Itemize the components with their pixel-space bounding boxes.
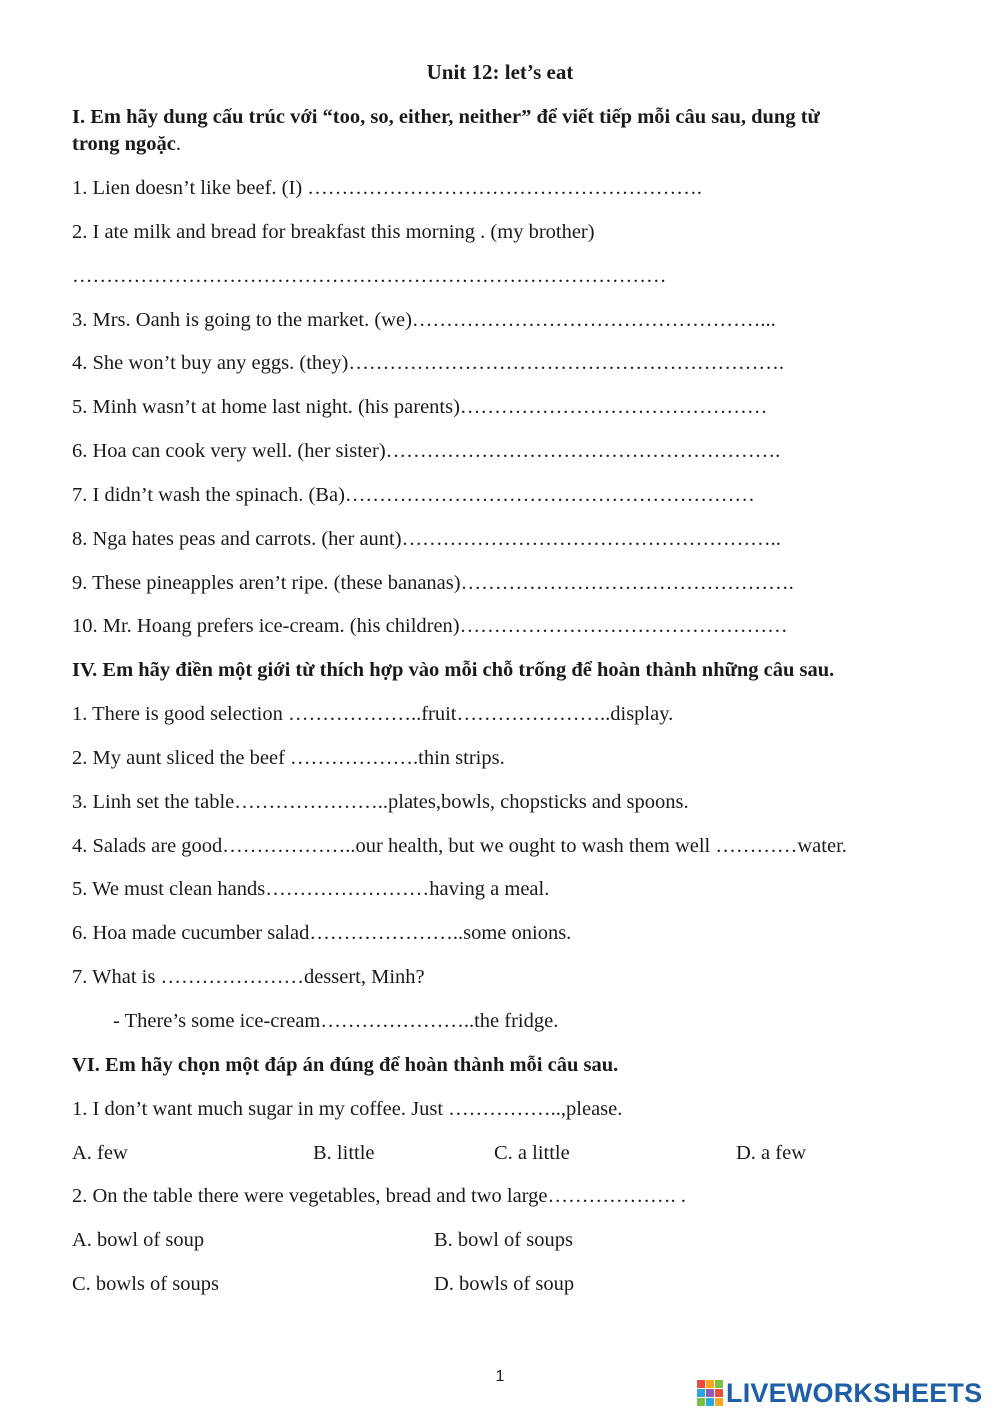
exercise-1-item-7[interactable]: 7. I didn’t wash the spinach. (Ba)…………………………………………………… (72, 484, 755, 506)
section-6-heading: VI. Em hãy chọn một đáp án đúng để hoàn thành mỗi câu sau. (72, 1054, 619, 1076)
exercise-1-item-9[interactable]: 9. These pineapples aren’t ripe. (these bananas)…………………………………………. (72, 572, 794, 594)
q2-option-a[interactable]: A. bowl of soup (72, 1229, 205, 1251)
section-1-heading-dot: . (175, 133, 181, 155)
exercise-4-item-5[interactable]: 5. We must clean hands……………………having a meal. (72, 878, 550, 900)
section-4-heading: IV. Em hãy điền một giới từ thích hợp vào mỗi chỗ trống để hoàn thành những câu sau. (72, 659, 835, 681)
exercise-6-question-2[interactable]: 2. On the table there were vegetables, bread and two large………………. . (72, 1185, 686, 1207)
exercise-4-item-2[interactable]: 2. My aunt sliced the beef ……………….thin strips. (72, 747, 505, 769)
page-number: 1 (495, 1368, 505, 1385)
exercise-1-item-2-answer-line[interactable]: …………………………………………………………………………… (72, 265, 667, 287)
worksheet-title: Unit 12: let’s eat (426, 60, 574, 84)
exercise-1-item-2: 2. I ate milk and bread for breakfast this morning . (my brother) (72, 221, 595, 243)
exercise-4-item-1[interactable]: 1. There is good selection ………………..fruit…………………..display. (72, 703, 674, 725)
q1-option-d[interactable]: D. a few (736, 1142, 807, 1164)
exercise-4-item-7-reply[interactable]: - There’s some ice-cream…………………..the fridge. (113, 1010, 559, 1032)
liveworksheets-logo-icon (697, 1380, 723, 1406)
exercise-1-item-3[interactable]: 3. Mrs. Oanh is going to the market. (we)……………………………………………... (72, 309, 776, 331)
section-1-heading-line2 (72, 131, 181, 157)
exercise-4-item-4[interactable]: 4. Salads are good………………..our health, but we ought to wash them well …………water. (72, 835, 847, 857)
liveworksheets-wordmark: LIVEWORKSHEETS (726, 1377, 983, 1408)
section-1-heading-line1: I. Em hãy dung cấu trúc với “too, so, either, neither” để viết tiếp mỗi câu sau, dung từ (72, 106, 820, 128)
exercise-6-question-1[interactable]: 1. I don’t want much sugar in my coffee. Just ……………..,please. (72, 1098, 623, 1120)
section-1-heading-bold: trong ngoặc (72, 133, 176, 155)
q1-option-c[interactable]: C. a little (494, 1142, 570, 1164)
exercise-1-item-4[interactable]: 4. She won’t buy any eggs. (they)………………………………………………………. (72, 352, 784, 374)
exercise-1-item-10[interactable]: 10. Mr. Hoang prefers ice-cream. (his children)………………………………………… (72, 615, 788, 637)
exercise-4-item-6[interactable]: 6. Hoa made cucumber salad…………………..some onions. (72, 922, 572, 944)
q1-option-a[interactable]: A. few (72, 1142, 128, 1164)
q1-option-b[interactable]: B. little (313, 1142, 375, 1164)
q2-option-d[interactable]: D. bowls of soup (434, 1273, 575, 1295)
q2-option-b[interactable]: B. bowl of soups (434, 1229, 573, 1251)
exercise-4-item-3[interactable]: 3. Linh set the table…………………..plates,bowls, chopsticks and spoons. (72, 791, 689, 813)
exercise-1-item-8[interactable]: 8. Nga hates peas and carrots. (her aunt)……………………………………………….. (72, 528, 781, 550)
exercise-1-item-5[interactable]: 5. Minh wasn’t at home last night. (his parents)……………………………………… (72, 396, 768, 418)
exercise-1-item-1[interactable]: 1. Lien doesn’t like beef. (I) …………………………………………………. (72, 177, 702, 199)
liveworksheets-logo (697, 1376, 997, 1410)
exercise-4-item-7[interactable]: 7. What is …………………dessert, Minh? (72, 966, 425, 988)
exercise-1-item-6[interactable]: 6. Hoa can cook very well. (her sister)…………………………………………………. (72, 440, 781, 462)
q2-option-c[interactable]: C. bowls of soups (72, 1273, 219, 1295)
